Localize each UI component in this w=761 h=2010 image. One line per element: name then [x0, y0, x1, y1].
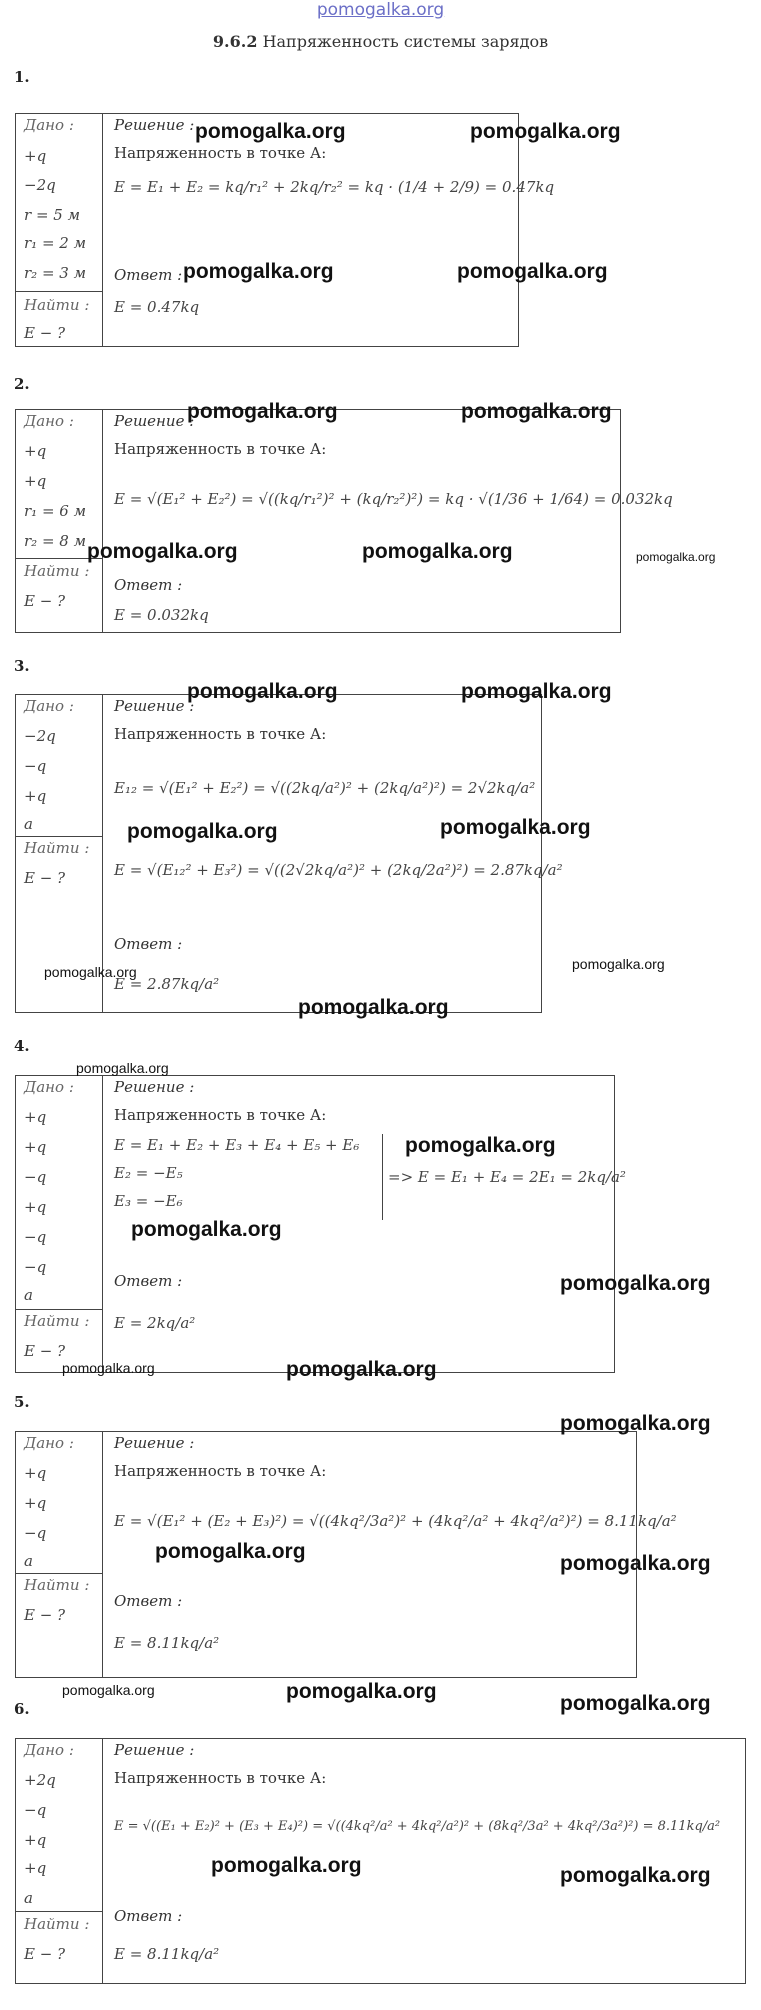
watermark-text: pomogalka.org: [155, 1540, 306, 1563]
given-label: Дано :: [24, 1434, 74, 1452]
solution-body: [114, 695, 563, 1012]
given-item: −q: [24, 1168, 47, 1186]
problem-box-6: [15, 1738, 746, 1984]
title-text: Напряженность системы зарядов: [262, 32, 549, 51]
given-column: [16, 410, 103, 632]
formula-line: E = √(E₁² + E₂²) = √((kq/r₁²)² + (kq/r₂²)²) = kq · √(1/36 + 1/64) = 0.032kq: [114, 490, 673, 508]
given-label: Дано :: [24, 412, 74, 430]
solution-body: [114, 410, 673, 632]
point-label: Напряженность в точке А:: [114, 1106, 327, 1124]
watermark-text: pomogalka.org: [405, 1134, 556, 1157]
watermark-text: pomogalka.org: [298, 996, 449, 1019]
point-label: Напряженность в точке А:: [114, 440, 327, 458]
page-title: [0, 32, 761, 51]
find-value: E − ?: [24, 324, 66, 342]
find-label: Найти :: [24, 839, 90, 857]
site-header-link[interactable]: pomogalka.org: [316, 0, 445, 20]
solution-label: Решение :: [114, 697, 195, 715]
problem-box-4: [15, 1075, 626, 1373]
find-label: Найти :: [24, 562, 90, 580]
watermark-text: pomogalka.org: [457, 260, 608, 283]
watermark-text: pomogalka.org: [76, 1060, 169, 1076]
given-item: +q: [24, 442, 47, 460]
point-label: Напряженность в точке А:: [114, 144, 327, 162]
problem-number-5: 5.: [14, 1393, 30, 1411]
given-label: Дано :: [24, 1078, 74, 1096]
answer-value: E = 0.47kq: [114, 298, 200, 316]
given-item: r₁ = 6 м: [24, 502, 87, 520]
find-value: E − ?: [24, 1342, 66, 1360]
formula-line: E₃ = −E₆: [114, 1192, 183, 1210]
watermark-text: pomogalka.org: [62, 1682, 155, 1698]
given-item: +q: [24, 1464, 47, 1482]
find-label: Найти :: [24, 1576, 90, 1594]
answer-value: E = 0.032kq: [114, 606, 209, 624]
given-item: r₁ = 2 м: [24, 234, 87, 252]
watermark-text: pomogalka.org: [636, 550, 716, 564]
given-item: +q: [24, 1831, 47, 1849]
given-item: −2q: [24, 727, 56, 745]
watermark-text: pomogalka.org: [187, 400, 338, 423]
problem-box-5: [15, 1431, 677, 1678]
given-item: −q: [24, 757, 47, 775]
answer-label: Ответ :: [114, 1272, 183, 1290]
watermark-text: pomogalka.org: [572, 956, 665, 972]
solution-body: [114, 1739, 739, 1983]
formula-line: E = √((E₁ + E₂)² + (E₃ + E₄)²) = √((4kq²/a² + 4kq²/a²)² + (8kq²/3a² + 4kq²/3a²)²) = 8.11kq/a²: [114, 1819, 721, 1834]
problem-number-3: 3.: [14, 657, 30, 675]
watermark-text: pomogalka.org: [470, 120, 621, 143]
solution-label: Решение :: [114, 116, 195, 134]
watermark-text: pomogalka.org: [560, 1272, 711, 1295]
watermark-text: pomogalka.org: [127, 820, 278, 843]
title-number: 9.6.2: [212, 32, 258, 51]
given-item: a: [24, 815, 33, 833]
answer-label: Ответ :: [114, 935, 183, 953]
given-item: +q: [24, 472, 47, 490]
find-value: E − ?: [24, 1945, 66, 1963]
given-item: +2q: [24, 1771, 56, 1789]
find-label: Найти :: [24, 296, 90, 314]
solution-label: Решение :: [114, 1434, 195, 1452]
answer-value: E = 2kq/a²: [114, 1314, 196, 1332]
answer-value: E = 2.87kq/a²: [114, 975, 220, 993]
given-item: +q: [24, 1138, 47, 1156]
given-item: r₂ = 8 м: [24, 532, 87, 550]
solution-label: Решение :: [114, 1078, 195, 1096]
solution-label: Решение :: [114, 412, 195, 430]
implication-bar: [382, 1134, 383, 1220]
find-value: E − ?: [24, 869, 66, 887]
watermark-text: pomogalka.org: [183, 260, 334, 283]
watermark-text: pomogalka.org: [87, 540, 238, 563]
watermark-text: pomogalka.org: [560, 1864, 711, 1887]
point-label: Напряженность в точке А:: [114, 725, 327, 743]
find-divider: [16, 1309, 102, 1310]
find-value: E − ?: [24, 592, 66, 610]
find-value: E − ?: [24, 1606, 66, 1624]
given-label: Дано :: [24, 1741, 74, 1759]
given-column: [16, 1076, 103, 1372]
watermark-text: pomogalka.org: [362, 540, 513, 563]
formula-line: E = √(E₁² + (E₂ + E₃)²) = √((4kq²/3a²)² + (4kq²/a² + 4kq²/a²)²) = 8.11kq/a²: [114, 1512, 677, 1530]
given-item: −q: [24, 1258, 47, 1276]
given-item: +q: [24, 1198, 47, 1216]
given-item: +q: [24, 1859, 47, 1877]
answer-label: Ответ :: [114, 266, 183, 284]
watermark-text: pomogalka.org: [286, 1358, 437, 1381]
watermark-text: pomogalka.org: [440, 816, 591, 839]
given-item: −q: [24, 1524, 47, 1542]
given-item: +q: [24, 1494, 47, 1512]
given-column: [16, 1432, 103, 1677]
given-item: +q: [24, 1108, 47, 1126]
watermark-text: pomogalka.org: [560, 1412, 711, 1435]
find-divider: [16, 291, 102, 292]
formula-line: E₁₂ = √(E₁² + E₂²) = √((2kq/a²)² + (2kq/a²)²) = 2√2kq/a²: [114, 779, 536, 797]
problem-number-1: 1.: [14, 68, 30, 86]
answer-value: E = 8.11kq/a²: [114, 1945, 220, 1963]
point-label: Напряженность в точке А:: [114, 1769, 327, 1787]
find-label: Найти :: [24, 1312, 90, 1330]
answer-value: E = 8.11kq/a²: [114, 1634, 220, 1652]
watermark-text: pomogalka.org: [461, 680, 612, 703]
find-divider: [16, 836, 102, 837]
given-item: −q: [24, 1801, 47, 1819]
given-item: r₂ = 3 м: [24, 264, 87, 282]
watermark-text: pomogalka.org: [461, 400, 612, 423]
given-column: [16, 1739, 103, 1983]
formula-line: E = √(E₁₂² + E₃²) = √((2√2kq/a²)² + (2kq/2a²)²) = 2.87kq/a²: [114, 861, 563, 879]
problem-number-6: 6.: [14, 1700, 30, 1718]
formula-line: E = E₁ + E₂ = kq/r₁² + 2kq/r₂² = kq · (1/4 + 2/9) = 0.47kq: [114, 178, 555, 196]
given-item: r = 5 м: [24, 206, 81, 224]
formula-line: E₂ = −E₅: [114, 1164, 183, 1182]
given-label: Дано :: [24, 116, 74, 134]
watermark-text: pomogalka.org: [131, 1218, 282, 1241]
problem-box-2: [15, 409, 673, 633]
given-label: Дано :: [24, 697, 74, 715]
watermark-text: pomogalka.org: [44, 964, 137, 980]
watermark-text: pomogalka.org: [560, 1692, 711, 1715]
answer-label: Ответ :: [114, 576, 183, 594]
watermark-text: pomogalka.org: [195, 120, 346, 143]
answer-label: Ответ :: [114, 1592, 183, 1610]
formula-line: => E = E₁ + E₄ = 2E₁ = 2kq/a²: [388, 1168, 626, 1186]
problem-number-2: 2.: [14, 375, 30, 393]
given-item: a: [24, 1286, 33, 1304]
formula-line: E = E₁ + E₂ + E₃ + E₄ + E₅ + E₆: [114, 1136, 360, 1154]
find-divider: [16, 1911, 102, 1912]
given-item: +q: [24, 787, 47, 805]
point-label: Напряженность в точке А:: [114, 1462, 327, 1480]
watermark-text: pomogalka.org: [187, 680, 338, 703]
watermark-text: pomogalka.org: [286, 1680, 437, 1703]
given-item: −q: [24, 1228, 47, 1246]
watermark-text: pomogalka.org: [211, 1854, 362, 1877]
problem-number-4: 4.: [14, 1037, 30, 1055]
given-item: −2q: [24, 176, 56, 194]
watermark-text: pomogalka.org: [560, 1552, 711, 1575]
watermark-text: pomogalka.org: [62, 1360, 155, 1376]
given-item: a: [24, 1889, 33, 1907]
find-label: Найти :: [24, 1915, 90, 1933]
find-divider: [16, 1573, 102, 1574]
given-column: [16, 114, 103, 346]
given-item: +q: [24, 147, 47, 165]
answer-label: Ответ :: [114, 1907, 183, 1925]
given-item: a: [24, 1552, 33, 1570]
solution-label: Решение :: [114, 1741, 195, 1759]
